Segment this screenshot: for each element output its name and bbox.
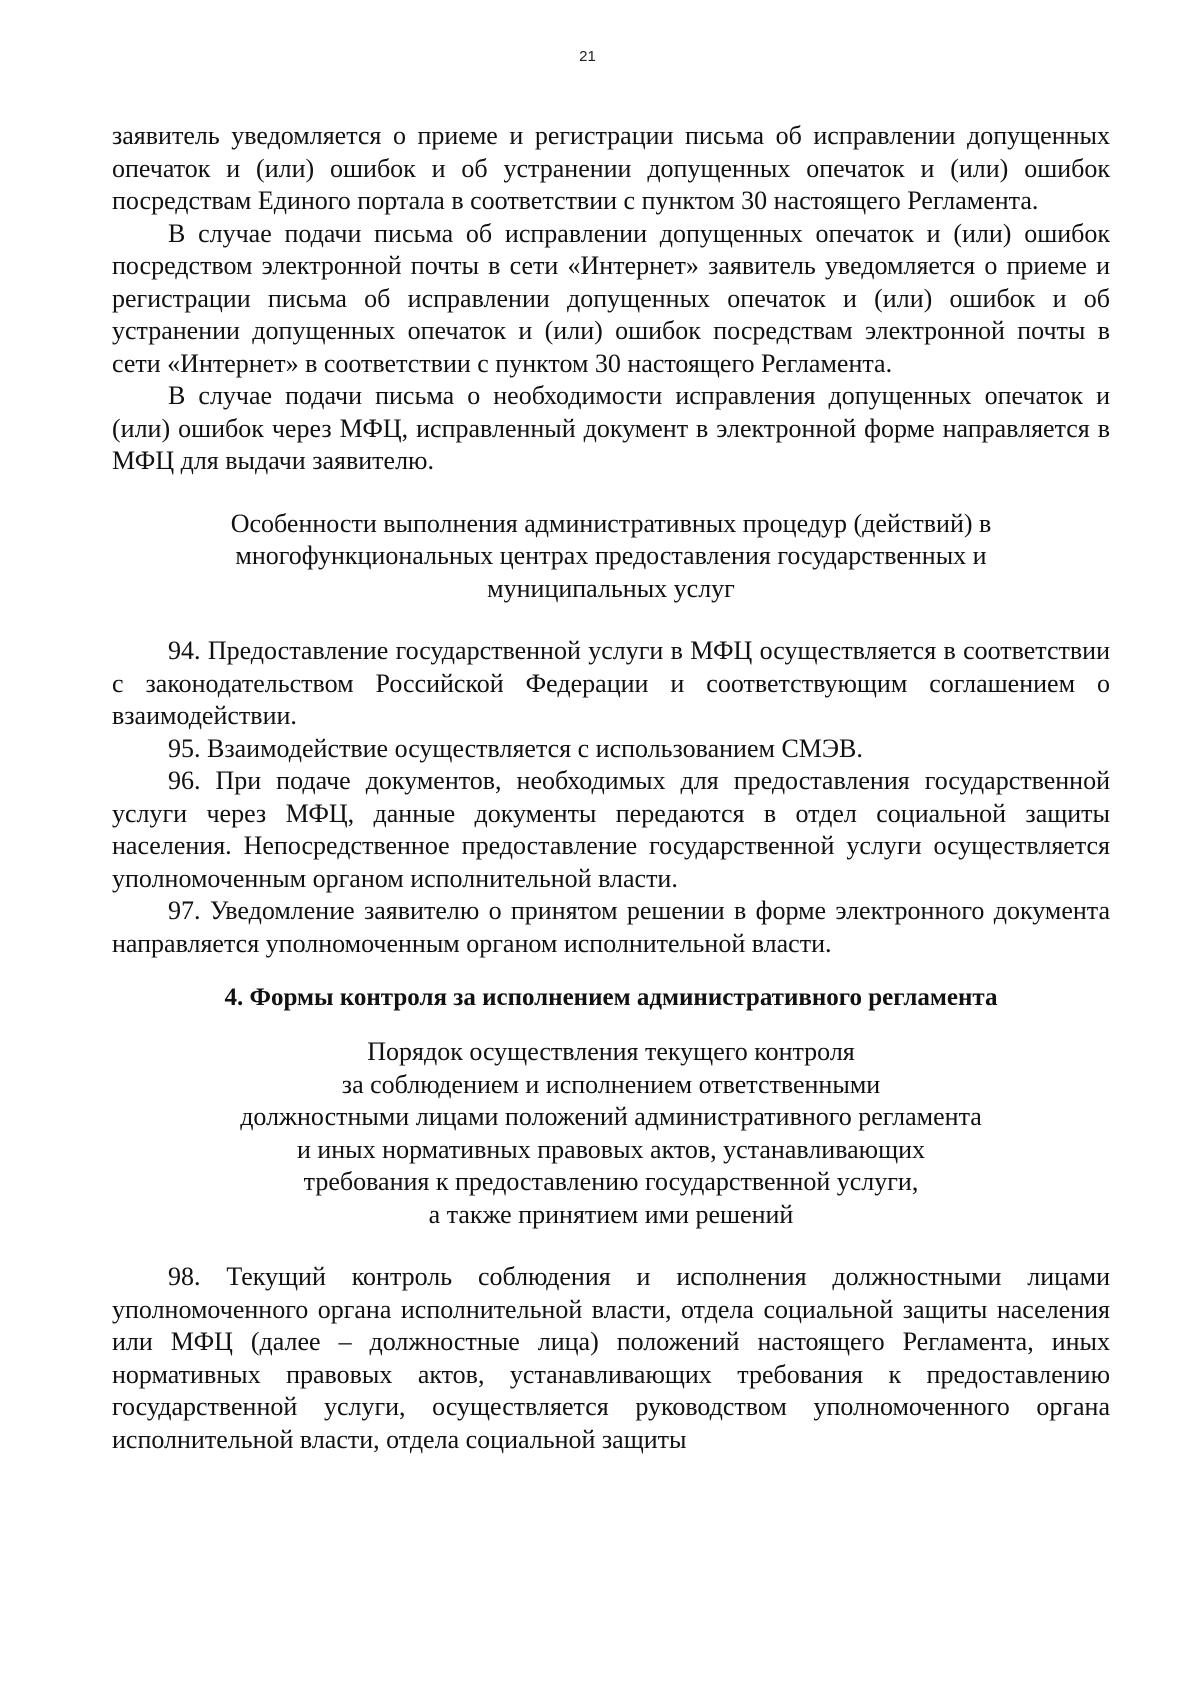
subheading-control-line: и иных нормативных правовых актов, устанавливающих <box>296 1134 926 1164</box>
document-body <box>112 120 1110 1456</box>
subheading-mfc-line: многофункциональных центрах предоставления государственных и <box>235 541 987 570</box>
paragraph-95: 95. Взаимодействие осуществляется с использованием СМЭВ. <box>168 733 863 763</box>
subheading-control <box>112 1036 1110 1231</box>
paragraph-97: 97. Уведомление заявителю о принятом решении в форме электронного документа направляется уполномоченным органом исполнительной власти. <box>112 896 1110 958</box>
page-number: 21 <box>579 48 596 65</box>
subheading-control-line: Порядок осуществления текущего контроля <box>367 1037 855 1066</box>
subheading-mfc-line: муниципальных услуг <box>487 573 735 603</box>
section-title: 4. Формы контроля за исполнением административного регламента <box>224 984 998 1011</box>
subheading-control-line: должностными лицами положений административного регламента <box>240 1102 982 1131</box>
paragraph-notification-portal: заявитель уведомляется о приеме и регистрации письма об исправлении допущенных опечаток и (или) ошибок и об устранении допущенных опечаток и (или) ошибок посредствам Единого портала в соответствии с пунктом 30 настоящего Регламента. <box>112 121 1110 215</box>
paragraph-94: 94. Предоставление государственной услуги в МФЦ осуществляется в соответствии с законодательством Российской Федерации и соответствующим соглашением о взаимодействии. <box>112 636 1110 730</box>
paragraph-notification-email: В случае подачи письма об исправлении допущенных опечаток и (или) ошибок посредством электронной почты в сети «Интернет» заявитель уведомляется о приеме и регистрации письма об исправлении допущенных опечаток и (или) ошибок и об устранении допущенных опечаток и (или) ошибок посредствам электронной почты в сети «Интернет» в соответствии с пунктом 30 настоящего Регламента. <box>112 218 1110 378</box>
subheading-control-line: за соблюдением и исполнением ответственными <box>341 1069 881 1099</box>
paragraph-96: 96. При подаче документов, необходимых для предоставления государственной услуги через МФЦ, данные документы передаются в отдел социальной защиты населения. Непосредственное предоставление государственной услуги осуществляется уполномоченным органом исполнительной власти. <box>112 766 1110 893</box>
paragraph-98: 98. Текущий контроль соблюдения и исполнения должностными лицами уполномоченного органа исполнительной власти, отдела социальной защиты населения или МФЦ (далее – должностные лица) положений настоящего Регламента, иных нормативных правовых актов, устанавливающих требования к предоставлению государственной услуги, осуществляется руководством уполномоченного органа исполнительной власти, отдела социальной защиты <box>112 1262 1110 1454</box>
subheading-control-line: требования к предоставлению государственной услуги, <box>303 1167 919 1196</box>
subheading-mfc <box>112 508 1110 606</box>
paragraph-notification-mfc: В случае подачи письма о необходимости исправления допущенных опечаток и (или) ошибок через МФЦ, исправленный документ в электронной форме направляется в МФЦ для выдачи заявителю. <box>112 381 1110 475</box>
subheading-control-line: а также принятием ими решений <box>428 1199 794 1229</box>
subheading-mfc-line: Особенности выполнения административных процедур (действий) в <box>230 508 992 538</box>
